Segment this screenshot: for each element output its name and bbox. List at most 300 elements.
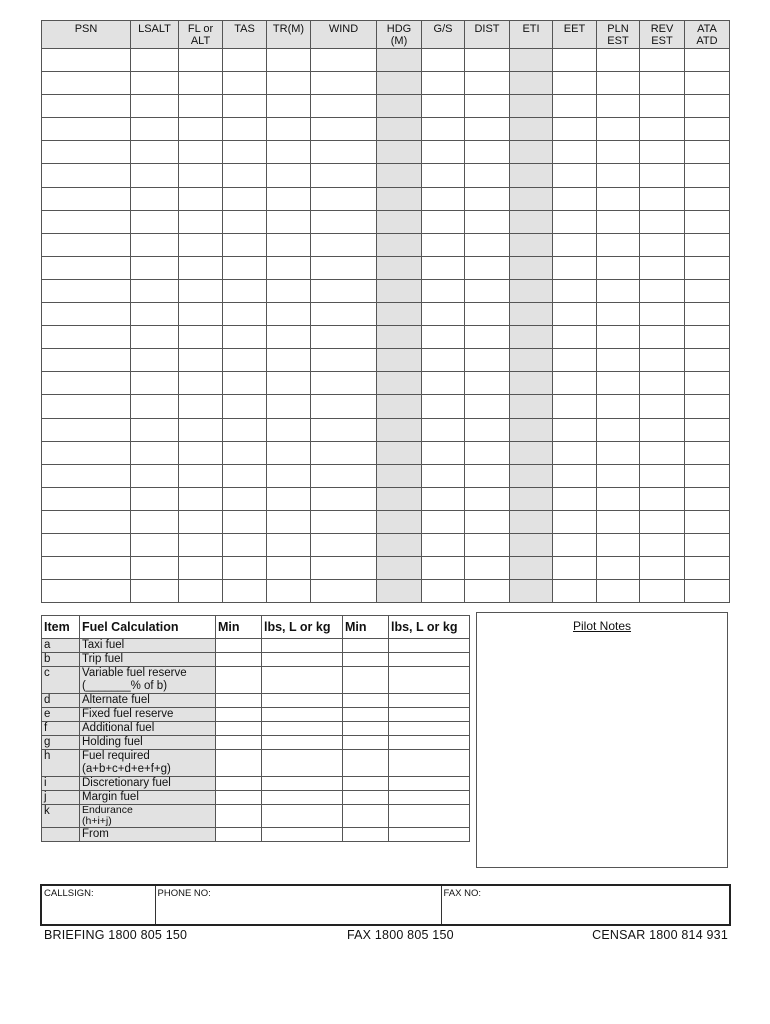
- nav-cell[interactable]: [640, 580, 685, 603]
- nav-cell[interactable]: [311, 395, 377, 418]
- nav-cell[interactable]: [377, 279, 422, 302]
- nav-cell[interactable]: [597, 533, 640, 556]
- fuel-entry-cell[interactable]: [262, 722, 343, 736]
- nav-cell[interactable]: [685, 326, 730, 349]
- nav-cell[interactable]: [267, 441, 311, 464]
- nav-cell[interactable]: [597, 118, 640, 141]
- nav-cell[interactable]: [311, 279, 377, 302]
- nav-cell[interactable]: [422, 557, 465, 580]
- nav-cell[interactable]: [311, 580, 377, 603]
- nav-cell[interactable]: [553, 256, 597, 279]
- nav-cell[interactable]: [42, 487, 131, 510]
- nav-cell[interactable]: [553, 510, 597, 533]
- nav-cell[interactable]: [465, 510, 510, 533]
- nav-cell[interactable]: [42, 141, 131, 164]
- nav-cell[interactable]: [223, 326, 267, 349]
- nav-cell[interactable]: [131, 510, 179, 533]
- nav-cell[interactable]: [179, 303, 223, 326]
- nav-cell[interactable]: [640, 557, 685, 580]
- nav-cell[interactable]: [377, 95, 422, 118]
- nav-cell[interactable]: [377, 349, 422, 372]
- nav-cell[interactable]: [223, 487, 267, 510]
- nav-cell[interactable]: [510, 279, 553, 302]
- nav-cell[interactable]: [640, 210, 685, 233]
- nav-cell[interactable]: [465, 210, 510, 233]
- nav-cell[interactable]: [685, 372, 730, 395]
- nav-cell[interactable]: [267, 326, 311, 349]
- fuel-entry-cell[interactable]: [262, 828, 343, 842]
- nav-cell[interactable]: [179, 49, 223, 72]
- nav-cell[interactable]: [553, 95, 597, 118]
- nav-cell[interactable]: [685, 118, 730, 141]
- nav-cell[interactable]: [179, 187, 223, 210]
- nav-cell[interactable]: [640, 95, 685, 118]
- nav-cell[interactable]: [311, 164, 377, 187]
- nav-cell[interactable]: [267, 487, 311, 510]
- nav-cell[interactable]: [377, 418, 422, 441]
- nav-cell[interactable]: [377, 395, 422, 418]
- fuel-entry-cell[interactable]: [343, 805, 389, 828]
- fuel-entry-cell[interactable]: [262, 777, 343, 791]
- nav-cell[interactable]: [377, 441, 422, 464]
- nav-cell[interactable]: [685, 164, 730, 187]
- nav-cell[interactable]: [223, 256, 267, 279]
- nav-cell[interactable]: [179, 210, 223, 233]
- nav-cell[interactable]: [640, 118, 685, 141]
- nav-cell[interactable]: [377, 557, 422, 580]
- nav-cell[interactable]: [553, 187, 597, 210]
- fuel-entry-cell[interactable]: [343, 667, 389, 694]
- nav-cell[interactable]: [42, 395, 131, 418]
- nav-cell[interactable]: [553, 441, 597, 464]
- nav-cell[interactable]: [640, 533, 685, 556]
- nav-cell[interactable]: [131, 72, 179, 95]
- nav-cell[interactable]: [510, 326, 553, 349]
- nav-cell[interactable]: [223, 164, 267, 187]
- nav-cell[interactable]: [597, 141, 640, 164]
- fuel-entry-cell[interactable]: [343, 722, 389, 736]
- nav-cell[interactable]: [377, 233, 422, 256]
- nav-cell[interactable]: [179, 510, 223, 533]
- nav-cell[interactable]: [311, 533, 377, 556]
- nav-cell[interactable]: [422, 441, 465, 464]
- nav-cell[interactable]: [267, 72, 311, 95]
- nav-cell[interactable]: [465, 303, 510, 326]
- nav-cell[interactable]: [223, 533, 267, 556]
- nav-cell[interactable]: [267, 372, 311, 395]
- nav-cell[interactable]: [42, 557, 131, 580]
- fuel-entry-cell[interactable]: [216, 791, 262, 805]
- nav-cell[interactable]: [223, 349, 267, 372]
- nav-cell[interactable]: [223, 580, 267, 603]
- nav-cell[interactable]: [42, 233, 131, 256]
- nav-cell[interactable]: [377, 510, 422, 533]
- nav-cell[interactable]: [42, 372, 131, 395]
- nav-cell[interactable]: [377, 118, 422, 141]
- nav-cell[interactable]: [223, 510, 267, 533]
- fuel-entry-cell[interactable]: [389, 828, 470, 842]
- fuel-entry-cell[interactable]: [216, 722, 262, 736]
- nav-cell[interactable]: [377, 533, 422, 556]
- nav-cell[interactable]: [465, 233, 510, 256]
- nav-cell[interactable]: [640, 233, 685, 256]
- nav-cell[interactable]: [510, 418, 553, 441]
- nav-cell[interactable]: [179, 372, 223, 395]
- fuel-entry-cell[interactable]: [343, 750, 389, 777]
- nav-cell[interactable]: [597, 279, 640, 302]
- nav-cell[interactable]: [267, 164, 311, 187]
- nav-cell[interactable]: [422, 279, 465, 302]
- nav-cell[interactable]: [42, 441, 131, 464]
- fuel-entry-cell[interactable]: [389, 750, 470, 777]
- nav-cell[interactable]: [422, 210, 465, 233]
- nav-cell[interactable]: [377, 326, 422, 349]
- nav-cell[interactable]: [311, 372, 377, 395]
- nav-cell[interactable]: [510, 233, 553, 256]
- nav-cell[interactable]: [377, 187, 422, 210]
- nav-cell[interactable]: [131, 49, 179, 72]
- pilot-notes-box[interactable]: [476, 612, 728, 868]
- nav-cell[interactable]: [131, 95, 179, 118]
- fuel-entry-cell[interactable]: [389, 667, 470, 694]
- nav-cell[interactable]: [223, 72, 267, 95]
- nav-cell[interactable]: [597, 187, 640, 210]
- nav-cell[interactable]: [42, 72, 131, 95]
- nav-cell[interactable]: [510, 256, 553, 279]
- nav-cell[interactable]: [553, 395, 597, 418]
- nav-cell[interactable]: [685, 303, 730, 326]
- fuel-entry-cell[interactable]: [216, 667, 262, 694]
- nav-cell[interactable]: [510, 72, 553, 95]
- nav-cell[interactable]: [267, 418, 311, 441]
- nav-cell[interactable]: [42, 49, 131, 72]
- nav-cell[interactable]: [311, 557, 377, 580]
- nav-cell[interactable]: [267, 141, 311, 164]
- nav-cell[interactable]: [42, 418, 131, 441]
- nav-cell[interactable]: [465, 557, 510, 580]
- nav-cell[interactable]: [510, 372, 553, 395]
- nav-cell[interactable]: [510, 395, 553, 418]
- nav-cell[interactable]: [510, 487, 553, 510]
- nav-cell[interactable]: [131, 164, 179, 187]
- nav-cell[interactable]: [422, 72, 465, 95]
- nav-cell[interactable]: [685, 533, 730, 556]
- nav-cell[interactable]: [223, 118, 267, 141]
- fuel-entry-cell[interactable]: [262, 791, 343, 805]
- nav-cell[interactable]: [267, 49, 311, 72]
- nav-cell[interactable]: [267, 233, 311, 256]
- nav-cell[interactable]: [311, 72, 377, 95]
- fuel-entry-cell[interactable]: [262, 708, 343, 722]
- nav-cell[interactable]: [311, 210, 377, 233]
- nav-cell[interactable]: [223, 303, 267, 326]
- nav-cell[interactable]: [510, 441, 553, 464]
- nav-cell[interactable]: [267, 580, 311, 603]
- nav-cell[interactable]: [465, 580, 510, 603]
- nav-cell[interactable]: [640, 510, 685, 533]
- nav-cell[interactable]: [179, 326, 223, 349]
- nav-cell[interactable]: [131, 141, 179, 164]
- nav-cell[interactable]: [597, 349, 640, 372]
- nav-cell[interactable]: [311, 349, 377, 372]
- nav-cell[interactable]: [223, 49, 267, 72]
- nav-cell[interactable]: [131, 326, 179, 349]
- nav-cell[interactable]: [42, 118, 131, 141]
- nav-cell[interactable]: [311, 326, 377, 349]
- nav-cell[interactable]: [131, 279, 179, 302]
- fuel-entry-cell[interactable]: [343, 791, 389, 805]
- nav-cell[interactable]: [553, 141, 597, 164]
- nav-cell[interactable]: [553, 118, 597, 141]
- nav-cell[interactable]: [685, 487, 730, 510]
- fuel-entry-cell[interactable]: [389, 777, 470, 791]
- nav-cell[interactable]: [131, 187, 179, 210]
- nav-cell[interactable]: [553, 580, 597, 603]
- fuel-entry-cell[interactable]: [262, 667, 343, 694]
- nav-cell[interactable]: [422, 395, 465, 418]
- nav-cell[interactable]: [422, 141, 465, 164]
- nav-cell[interactable]: [510, 464, 553, 487]
- nav-cell[interactable]: [685, 279, 730, 302]
- nav-cell[interactable]: [131, 580, 179, 603]
- nav-cell[interactable]: [640, 418, 685, 441]
- nav-cell[interactable]: [465, 487, 510, 510]
- nav-cell[interactable]: [131, 395, 179, 418]
- nav-cell[interactable]: [510, 49, 553, 72]
- nav-cell[interactable]: [267, 557, 311, 580]
- nav-cell[interactable]: [465, 533, 510, 556]
- nav-cell[interactable]: [553, 210, 597, 233]
- nav-cell[interactable]: [553, 533, 597, 556]
- nav-cell[interactable]: [422, 533, 465, 556]
- nav-cell[interactable]: [510, 118, 553, 141]
- nav-cell[interactable]: [685, 510, 730, 533]
- nav-cell[interactable]: [42, 279, 131, 302]
- fuel-entry-cell[interactable]: [343, 736, 389, 750]
- nav-cell[interactable]: [640, 164, 685, 187]
- nav-cell[interactable]: [42, 464, 131, 487]
- nav-cell[interactable]: [377, 210, 422, 233]
- fuel-entry-cell[interactable]: [262, 805, 343, 828]
- nav-cell[interactable]: [597, 256, 640, 279]
- nav-cell[interactable]: [553, 72, 597, 95]
- nav-cell[interactable]: [223, 395, 267, 418]
- nav-cell[interactable]: [131, 441, 179, 464]
- nav-cell[interactable]: [377, 303, 422, 326]
- nav-cell[interactable]: [311, 441, 377, 464]
- fuel-entry-cell[interactable]: [216, 708, 262, 722]
- nav-cell[interactable]: [311, 233, 377, 256]
- fuel-entry-cell[interactable]: [216, 639, 262, 653]
- nav-cell[interactable]: [267, 187, 311, 210]
- nav-cell[interactable]: [42, 349, 131, 372]
- nav-cell[interactable]: [597, 372, 640, 395]
- nav-cell[interactable]: [597, 303, 640, 326]
- nav-cell[interactable]: [640, 256, 685, 279]
- nav-cell[interactable]: [685, 141, 730, 164]
- nav-cell[interactable]: [640, 487, 685, 510]
- fuel-entry-cell[interactable]: [216, 653, 262, 667]
- nav-cell[interactable]: [311, 187, 377, 210]
- nav-cell[interactable]: [267, 95, 311, 118]
- fuel-entry-cell[interactable]: [343, 828, 389, 842]
- nav-cell[interactable]: [685, 464, 730, 487]
- nav-cell[interactable]: [377, 464, 422, 487]
- nav-cell[interactable]: [640, 464, 685, 487]
- nav-cell[interactable]: [179, 580, 223, 603]
- nav-cell[interactable]: [131, 418, 179, 441]
- nav-cell[interactable]: [640, 279, 685, 302]
- fuel-entry-cell[interactable]: [262, 736, 343, 750]
- nav-cell[interactable]: [685, 49, 730, 72]
- nav-cell[interactable]: [311, 487, 377, 510]
- nav-cell[interactable]: [223, 372, 267, 395]
- nav-cell[interactable]: [311, 49, 377, 72]
- nav-cell[interactable]: [553, 349, 597, 372]
- nav-cell[interactable]: [422, 464, 465, 487]
- nav-cell[interactable]: [422, 164, 465, 187]
- nav-cell[interactable]: [597, 326, 640, 349]
- nav-cell[interactable]: [597, 441, 640, 464]
- nav-cell[interactable]: [685, 187, 730, 210]
- nav-cell[interactable]: [223, 187, 267, 210]
- nav-cell[interactable]: [465, 279, 510, 302]
- nav-cell[interactable]: [179, 164, 223, 187]
- nav-cell[interactable]: [422, 95, 465, 118]
- nav-cell[interactable]: [267, 118, 311, 141]
- nav-cell[interactable]: [179, 533, 223, 556]
- nav-cell[interactable]: [422, 303, 465, 326]
- nav-cell[interactable]: [465, 164, 510, 187]
- nav-cell[interactable]: [640, 372, 685, 395]
- nav-cell[interactable]: [422, 118, 465, 141]
- nav-cell[interactable]: [377, 372, 422, 395]
- fuel-entry-cell[interactable]: [343, 653, 389, 667]
- fuel-entry-cell[interactable]: [343, 708, 389, 722]
- nav-cell[interactable]: [553, 279, 597, 302]
- nav-cell[interactable]: [179, 349, 223, 372]
- nav-cell[interactable]: [311, 118, 377, 141]
- fuel-entry-cell[interactable]: [343, 639, 389, 653]
- nav-cell[interactable]: [422, 256, 465, 279]
- nav-cell[interactable]: [131, 557, 179, 580]
- nav-cell[interactable]: [179, 441, 223, 464]
- nav-cell[interactable]: [179, 141, 223, 164]
- nav-cell[interactable]: [640, 72, 685, 95]
- nav-cell[interactable]: [131, 487, 179, 510]
- nav-cell[interactable]: [42, 326, 131, 349]
- nav-cell[interactable]: [510, 580, 553, 603]
- nav-cell[interactable]: [465, 118, 510, 141]
- nav-cell[interactable]: [685, 256, 730, 279]
- nav-cell[interactable]: [267, 395, 311, 418]
- fuel-entry-cell[interactable]: [343, 777, 389, 791]
- nav-cell[interactable]: [311, 418, 377, 441]
- nav-cell[interactable]: [42, 210, 131, 233]
- fuel-entry-cell[interactable]: [216, 694, 262, 708]
- nav-cell[interactable]: [640, 141, 685, 164]
- nav-cell[interactable]: [311, 141, 377, 164]
- nav-cell[interactable]: [685, 441, 730, 464]
- nav-cell[interactable]: [465, 326, 510, 349]
- nav-cell[interactable]: [465, 395, 510, 418]
- nav-cell[interactable]: [553, 303, 597, 326]
- nav-cell[interactable]: [267, 349, 311, 372]
- nav-cell[interactable]: [465, 187, 510, 210]
- nav-cell[interactable]: [422, 418, 465, 441]
- nav-cell[interactable]: [223, 95, 267, 118]
- nav-cell[interactable]: [510, 303, 553, 326]
- nav-cell[interactable]: [685, 95, 730, 118]
- fuel-entry-cell[interactable]: [216, 805, 262, 828]
- nav-cell[interactable]: [267, 464, 311, 487]
- fuel-entry-cell[interactable]: [216, 750, 262, 777]
- nav-cell[interactable]: [131, 303, 179, 326]
- nav-cell[interactable]: [465, 72, 510, 95]
- fuel-entry-cell[interactable]: [389, 694, 470, 708]
- nav-cell[interactable]: [179, 233, 223, 256]
- nav-cell[interactable]: [311, 95, 377, 118]
- nav-cell[interactable]: [422, 187, 465, 210]
- nav-cell[interactable]: [179, 72, 223, 95]
- nav-cell[interactable]: [597, 164, 640, 187]
- nav-cell[interactable]: [131, 210, 179, 233]
- nav-cell[interactable]: [267, 510, 311, 533]
- nav-cell[interactable]: [267, 279, 311, 302]
- nav-cell[interactable]: [510, 164, 553, 187]
- nav-cell[interactable]: [377, 256, 422, 279]
- nav-cell[interactable]: [422, 510, 465, 533]
- nav-cell[interactable]: [42, 256, 131, 279]
- nav-cell[interactable]: [553, 326, 597, 349]
- nav-cell[interactable]: [42, 510, 131, 533]
- fuel-entry-cell[interactable]: [262, 653, 343, 667]
- nav-cell[interactable]: [311, 303, 377, 326]
- nav-cell[interactable]: [179, 95, 223, 118]
- nav-cell[interactable]: [597, 418, 640, 441]
- nav-cell[interactable]: [42, 164, 131, 187]
- nav-cell[interactable]: [685, 418, 730, 441]
- nav-cell[interactable]: [553, 464, 597, 487]
- callsign-field[interactable]: [41, 885, 155, 925]
- fuel-entry-cell[interactable]: [389, 736, 470, 750]
- nav-cell[interactable]: [422, 580, 465, 603]
- nav-cell[interactable]: [685, 233, 730, 256]
- nav-cell[interactable]: [422, 49, 465, 72]
- nav-cell[interactable]: [377, 72, 422, 95]
- nav-cell[interactable]: [377, 164, 422, 187]
- nav-cell[interactable]: [640, 441, 685, 464]
- nav-cell[interactable]: [465, 441, 510, 464]
- nav-cell[interactable]: [422, 487, 465, 510]
- nav-cell[interactable]: [597, 557, 640, 580]
- nav-cell[interactable]: [597, 487, 640, 510]
- nav-cell[interactable]: [223, 141, 267, 164]
- nav-cell[interactable]: [311, 256, 377, 279]
- nav-cell[interactable]: [223, 210, 267, 233]
- nav-cell[interactable]: [510, 210, 553, 233]
- nav-cell[interactable]: [597, 210, 640, 233]
- nav-cell[interactable]: [377, 487, 422, 510]
- nav-cell[interactable]: [131, 349, 179, 372]
- nav-cell[interactable]: [597, 395, 640, 418]
- nav-cell[interactable]: [640, 395, 685, 418]
- nav-cell[interactable]: [223, 464, 267, 487]
- nav-cell[interactable]: [510, 557, 553, 580]
- nav-cell[interactable]: [510, 187, 553, 210]
- nav-cell[interactable]: [465, 464, 510, 487]
- nav-cell[interactable]: [131, 233, 179, 256]
